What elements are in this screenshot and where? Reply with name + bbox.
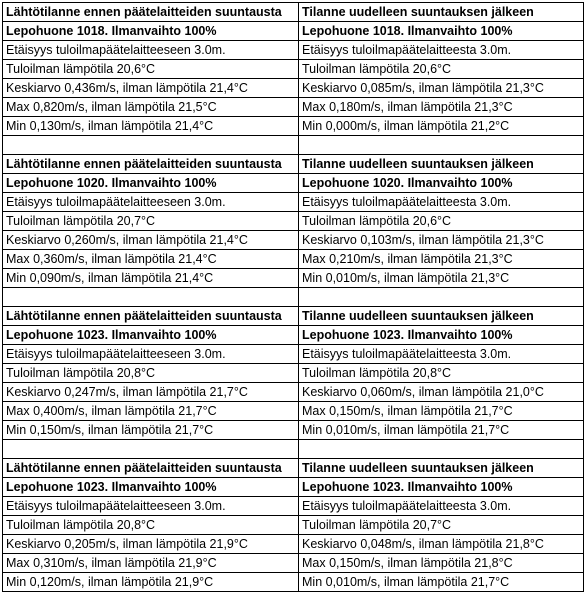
table-row [3, 98, 584, 117]
table-row [3, 497, 584, 516]
before-header-cell: Lähtötilanne ennen päätelaitteiden suuntausta [3, 307, 299, 326]
table-row-header [3, 459, 584, 478]
table-row [3, 41, 584, 60]
after-value-cell: Etäisyys tuloilmapäätelaitteesta 3.0m. [299, 193, 584, 212]
table-row [3, 573, 584, 592]
table-row [3, 60, 584, 79]
before-value-cell: Tuloilman lämpötila 20,7°C [3, 212, 299, 231]
after-value-cell: Etäisyys tuloilmapäätelaitteesta 3.0m. [299, 41, 584, 60]
before-value-cell: Max 0,820m/s, ilman lämpötila 21,5°C [3, 98, 299, 117]
before-room-cell: Lepohuone 1020. Ilmanvaihto 100% [3, 174, 299, 193]
table-row [3, 269, 584, 288]
after-value-cell: Tuloilman lämpötila 20,6°C [299, 212, 584, 231]
after-value-cell: Max 0,180m/s, ilman lämpötila 21,3°C [299, 98, 584, 117]
table-row [3, 402, 584, 421]
table-row [3, 79, 584, 98]
after-value-cell: Keskiarvo 0,085m/s, ilman lämpötila 21,3°C [299, 79, 584, 98]
before-value-cell: Etäisyys tuloilmapäätelaitteeseen 3.0m. [3, 41, 299, 60]
after-value-cell: Etäisyys tuloilmapäätelaitteesta 3.0m. [299, 497, 584, 516]
before-value-cell: Keskiarvo 0,260m/s, ilman lämpötila 21,4°C [3, 231, 299, 250]
before-header-cell: Lähtötilanne ennen päätelaitteiden suuntausta [3, 155, 299, 174]
after-value-cell: Keskiarvo 0,060m/s, ilman lämpötila 21,0°C [299, 383, 584, 402]
table-row-spacer [3, 288, 584, 307]
table-row [3, 250, 584, 269]
before-header-cell: Lähtötilanne ennen päätelaitteiden suuntausta [3, 3, 299, 22]
after-value-cell: Max 0,150m/s, ilman lämpötila 21,8°C [299, 554, 584, 573]
after-header-cell: Tilanne uudelleen suuntauksen jälkeen [299, 307, 584, 326]
before-value-cell: Min 0,120m/s, ilman lämpötila 21,9°C [3, 573, 299, 592]
table-row [3, 345, 584, 364]
table-row-header [3, 3, 584, 22]
table-row-room [3, 22, 584, 41]
before-value-cell: Tuloilman lämpötila 20,8°C [3, 364, 299, 383]
spacer-cell [299, 440, 584, 459]
after-value-cell: Tuloilman lämpötila 20,6°C [299, 60, 584, 79]
table-row-spacer [3, 440, 584, 459]
table-row [3, 383, 584, 402]
table-row [3, 231, 584, 250]
before-value-cell: Max 0,360m/s, ilman lämpötila 21,4°C [3, 250, 299, 269]
after-value-cell: Max 0,210m/s, ilman lämpötila 21,3°C [299, 250, 584, 269]
before-value-cell: Tuloilman lämpötila 20,8°C [3, 516, 299, 535]
after-room-cell: Lepohuone 1023. Ilmanvaihto 100% [299, 478, 584, 497]
after-value-cell: Keskiarvo 0,103m/s, ilman lämpötila 21,3°C [299, 231, 584, 250]
before-value-cell: Etäisyys tuloilmapäätelaitteeseen 3.0m. [3, 345, 299, 364]
table-row [3, 364, 584, 383]
before-value-cell: Etäisyys tuloilmapäätelaitteeseen 3.0m. [3, 497, 299, 516]
measurement-table-body [3, 3, 584, 592]
after-room-cell: Lepohuone 1020. Ilmanvaihto 100% [299, 174, 584, 193]
after-value-cell: Keskiarvo 0,048m/s, ilman lämpötila 21,8°C [299, 535, 584, 554]
after-value-cell: Max 0,150m/s, ilman lämpötila 21,7°C [299, 402, 584, 421]
before-value-cell: Keskiarvo 0,436m/s, ilman lämpötila 21,4°C [3, 79, 299, 98]
before-value-cell: Min 0,130m/s, ilman lämpötila 21,4°C [3, 117, 299, 136]
before-value-cell: Max 0,400m/s, ilman lämpötila 21,7°C [3, 402, 299, 421]
table-row [3, 516, 584, 535]
spacer-cell [299, 136, 584, 155]
table-row-room [3, 326, 584, 345]
spacer-cell [3, 440, 299, 459]
table-row-header [3, 155, 584, 174]
table-row-room [3, 174, 584, 193]
table-row [3, 212, 584, 231]
spacer-cell [299, 288, 584, 307]
measurement-table [2, 2, 584, 592]
spacer-cell [3, 288, 299, 307]
table-row-header [3, 307, 584, 326]
before-room-cell: Lepohuone 1023. Ilmanvaihto 100% [3, 326, 299, 345]
before-room-cell: Lepohuone 1023. Ilmanvaihto 100% [3, 478, 299, 497]
after-value-cell: Tuloilman lämpötila 20,8°C [299, 364, 584, 383]
table-row-spacer [3, 136, 584, 155]
before-value-cell: Min 0,150m/s, ilman lämpötila 21,7°C [3, 421, 299, 440]
table-row [3, 554, 584, 573]
after-value-cell: Tuloilman lämpötila 20,7°C [299, 516, 584, 535]
after-room-cell: Lepohuone 1023. Ilmanvaihto 100% [299, 326, 584, 345]
before-value-cell: Keskiarvo 0,205m/s, ilman lämpötila 21,9°C [3, 535, 299, 554]
before-value-cell: Etäisyys tuloilmapäätelaitteeseen 3.0m. [3, 193, 299, 212]
before-room-cell: Lepohuone 1018. Ilmanvaihto 100% [3, 22, 299, 41]
before-value-cell: Min 0,090m/s, ilman lämpötila 21,4°C [3, 269, 299, 288]
table-row [3, 421, 584, 440]
before-header-cell: Lähtötilanne ennen päätelaitteiden suuntausta [3, 459, 299, 478]
before-value-cell: Tuloilman lämpötila 20,6°C [3, 60, 299, 79]
after-header-cell: Tilanne uudelleen suuntauksen jälkeen [299, 3, 584, 22]
after-value-cell: Min 0,010m/s, ilman lämpötila 21,7°C [299, 573, 584, 592]
after-value-cell: Min 0,010m/s, ilman lämpötila 21,3°C [299, 269, 584, 288]
before-value-cell: Keskiarvo 0,247m/s, ilman lämpötila 21,7°C [3, 383, 299, 402]
table-row [3, 193, 584, 212]
table-row [3, 535, 584, 554]
after-room-cell: Lepohuone 1018. Ilmanvaihto 100% [299, 22, 584, 41]
after-value-cell: Min 0,000m/s, ilman lämpötila 21,2°C [299, 117, 584, 136]
after-value-cell: Etäisyys tuloilmapäätelaitteesta 3.0m. [299, 345, 584, 364]
after-header-cell: Tilanne uudelleen suuntauksen jälkeen [299, 155, 584, 174]
after-header-cell: Tilanne uudelleen suuntauksen jälkeen [299, 459, 584, 478]
after-value-cell: Min 0,010m/s, ilman lämpötila 21,7°C [299, 421, 584, 440]
spacer-cell [3, 136, 299, 155]
table-row-room [3, 478, 584, 497]
before-value-cell: Max 0,310m/s, ilman lämpötila 21,9°C [3, 554, 299, 573]
table-row [3, 117, 584, 136]
